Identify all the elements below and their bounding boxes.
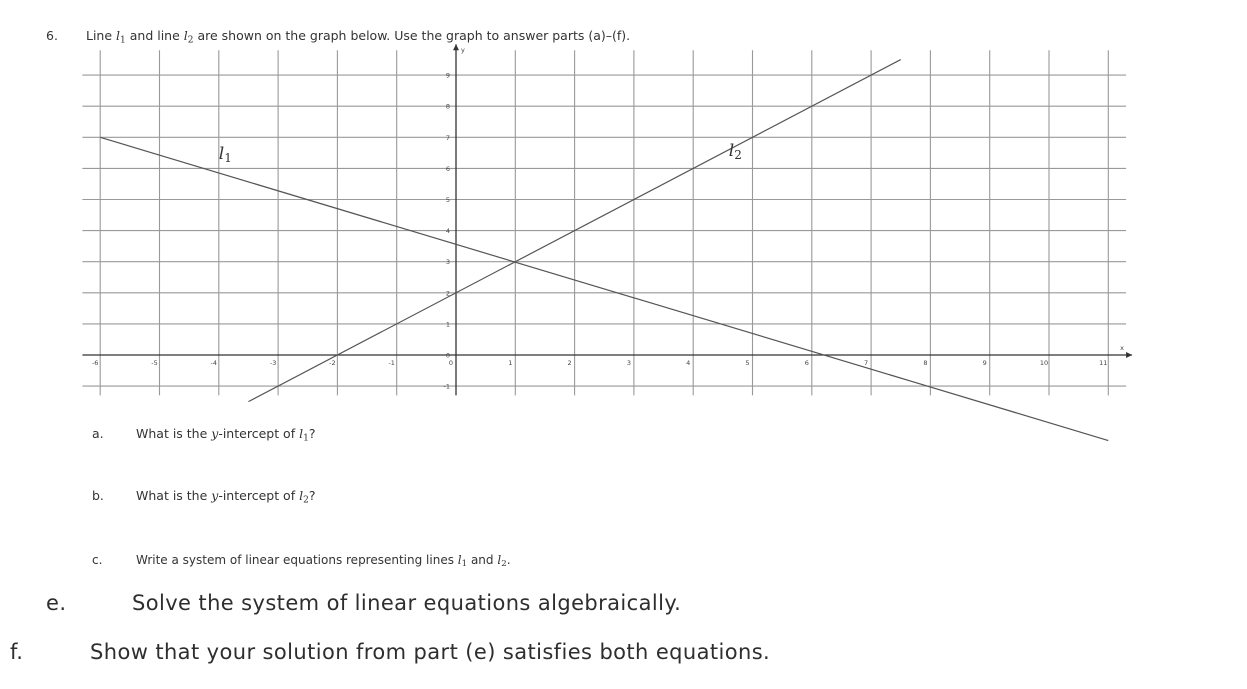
part-c-end: . <box>506 553 511 567</box>
line-labels <box>219 141 742 165</box>
x-axis-label: x <box>1120 344 1124 352</box>
y-tick-label: -1 <box>443 382 450 391</box>
y-tick-label: 3 <box>445 258 450 267</box>
x-tick-label: 7 <box>864 359 869 367</box>
part-a-letter: a. <box>92 426 104 441</box>
part-b <box>92 488 315 505</box>
x-tick-label: 6 <box>804 359 809 367</box>
plotted-lines <box>100 60 1108 444</box>
x-tick-label: 1 <box>508 359 513 367</box>
x-tick-label: 5 <box>745 359 750 367</box>
part-b-line: $l_2$ <box>299 488 309 506</box>
axes <box>82 44 1132 395</box>
line-l1 <box>100 137 1108 444</box>
x-tick-label: 10 <box>1039 359 1049 367</box>
part-b-text2: -intercept of <box>218 488 300 503</box>
part-e <box>46 591 681 615</box>
part-c-text: Write a system of linear equations representing lines <box>136 553 458 567</box>
y-tick-label: 5 <box>445 196 450 204</box>
part-c-mid: and <box>467 553 498 567</box>
line-l1-symbol: $l_1$ <box>116 28 126 46</box>
y-tick-label: 6 <box>445 164 450 173</box>
x-tick-label: 2 <box>567 359 572 367</box>
part-f <box>10 640 770 664</box>
part-a-var: y <box>211 426 219 441</box>
y-tick-label: 9 <box>445 71 450 80</box>
x-tick-label: 0 <box>448 359 454 367</box>
y-tick-label: 7 <box>445 133 450 142</box>
part-e-letter: e. <box>46 591 67 615</box>
y-tick-label: 8 <box>445 102 450 111</box>
question-header <box>46 28 630 45</box>
x-tick-label: -2 <box>329 359 336 367</box>
x-tick-label: 9 <box>982 359 987 367</box>
y-tick-label: 0 <box>445 351 450 360</box>
coordinate-graph <box>84 46 1124 413</box>
y-tick-label: 1 <box>445 320 450 329</box>
x-tick-label: 11 <box>1099 359 1108 367</box>
y-axis-label: y <box>461 46 465 55</box>
x-tick-label: -1 <box>388 359 395 367</box>
part-a-text: What is the <box>136 426 212 441</box>
part-b-letter: b. <box>92 488 104 503</box>
question-text-before: Line <box>86 28 117 43</box>
question-text-after: are shown on the graph below. Use the graph to answer parts (a)–(f). <box>193 28 631 43</box>
part-a-line: $l_1$ <box>299 426 309 444</box>
y-tick-label: 4 <box>445 227 450 236</box>
line-label-l2: l2 <box>728 140 742 162</box>
x-tick-label: -3 <box>269 359 277 367</box>
question-text-mid: and line <box>125 28 184 43</box>
grid <box>82 50 1126 395</box>
part-c-l2: $l_2$ <box>497 553 507 570</box>
part-c-l1: $l_1$ <box>457 553 468 570</box>
part-c <box>92 553 511 569</box>
tick-labels <box>92 46 1124 390</box>
x-axis-arrow <box>1126 352 1132 358</box>
line-l2-symbol: $l_2$ <box>183 28 194 46</box>
x-tick-label: 4 <box>686 359 691 367</box>
x-tick-label: 3 <box>626 359 631 367</box>
question-number: 6. <box>46 28 58 43</box>
part-a <box>92 426 315 443</box>
line-label-l1: l1 <box>218 144 232 166</box>
part-f-text: Show that your solution from part (e) satisfies both equations. <box>90 640 771 664</box>
x-tick-label: -5 <box>151 359 158 367</box>
x-tick-label: 8 <box>923 359 928 367</box>
part-f-letter: f. <box>10 640 24 664</box>
part-b-end: ? <box>308 488 316 503</box>
x-tick-label: -4 <box>210 359 218 367</box>
y-tick-label: 2 <box>445 289 450 298</box>
part-a-end: ? <box>308 426 316 441</box>
part-b-var: y <box>211 488 219 503</box>
x-tick-label: -6 <box>91 359 99 367</box>
part-a-text2: -intercept of <box>218 426 300 441</box>
part-b-text: What is the <box>136 488 212 503</box>
part-e-text: Solve the system of linear equations algebraically. <box>132 591 682 615</box>
part-c-letter: c. <box>92 553 103 567</box>
